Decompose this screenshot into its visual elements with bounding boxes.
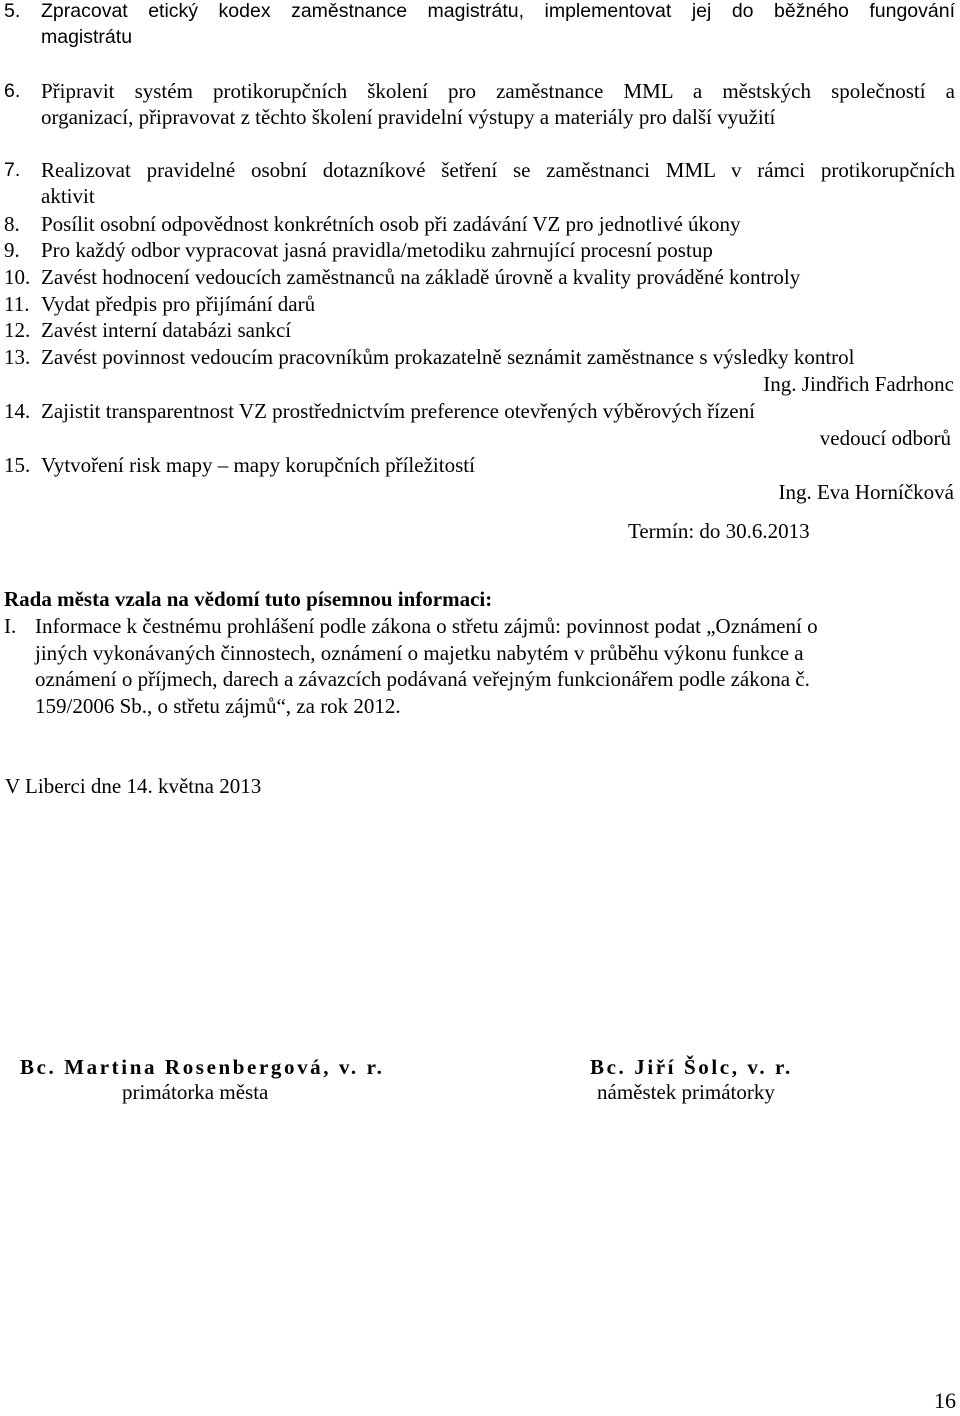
item-text: Vytvoření risk mapy – mapy korupčních příležitostí: [41, 453, 475, 477]
item-text: organizací, připravovat z těchto školení pravidelní výstupy a materiály pro další využití: [41, 105, 776, 129]
item-text: Realizovat pravidelné osobní dotazníkové šetření se zaměstnanci MML v rámci protikorupčních: [41, 158, 955, 182]
item-text: Zavést povinnost vedoucím pracovníkům prokazatelně seznámit zaměstnance s výsledky kontrol: [41, 345, 855, 369]
item-number: 8.: [4, 212, 20, 236]
item-text: Posílit osobní odpovědnost konkrétních osob při zadávání VZ pro jednotlivé úkony: [41, 212, 741, 236]
item-text: aktivit: [41, 184, 95, 208]
resolution-text-line: jiných vykonávaných činnostech, oznámení o majetku nabytém v průběhu výkonu funkce a: [35, 641, 804, 665]
page-number: 16: [934, 1388, 956, 1413]
item-number: 7.: [4, 159, 21, 181]
item-number: 5.: [4, 0, 21, 22]
item-text: magistrátu: [41, 26, 133, 48]
item-number: 13.: [4, 345, 31, 369]
item-text: Připravit systém protikorupčních školení pro zaměstnance MML a městských společností a: [41, 79, 955, 103]
signature-role: primátorka města: [122, 1080, 269, 1104]
responsible-person: Ing. Eva Horníčková: [778, 480, 954, 504]
place-date: V Liberci dne 14. května 2013: [5, 774, 262, 798]
resolution-text-line: 159/2006 Sb., o střetu zájmů“, za rok 2012.: [35, 694, 401, 718]
deadline: Termín: do 30.6.2013: [628, 519, 810, 543]
resolution-text-line: Informace k čestnému prohlášení podle zákona o střetu zájmů: povinnost podat „Oznámení o: [35, 614, 818, 638]
item-text: Zpracovat etický kodex zaměstnance magistrátu, implementovat jej do běžného fungování: [41, 0, 955, 22]
item-number: 6.: [4, 80, 21, 102]
item-number: 15.: [4, 453, 31, 477]
resolution-number: I.: [4, 614, 17, 638]
responsible-person: Ing. Jindřich Fadrhonc: [763, 372, 954, 396]
signature-name: Bc. Jiří Šolc, v. r.: [590, 1055, 793, 1079]
item-number: 14.: [4, 399, 31, 423]
item-text: Vydat předpis pro přijímání darů: [41, 292, 316, 316]
item-text: Zavést interní databázi sankcí: [41, 318, 292, 342]
item-number: 11.: [4, 292, 30, 316]
signature-role: náměstek primátorky: [597, 1080, 775, 1104]
item-text: Pro každý odbor vypracovat jasná pravidla/metodiku zahrnující procesní postup: [41, 238, 713, 262]
item-number: 12.: [4, 318, 31, 342]
responsible-person: vedoucí odborů: [819, 426, 951, 450]
signature-name: Bc. Martina Rosenbergová, v. r.: [20, 1055, 385, 1079]
resolution-heading: Rada města vzala na vědomí tuto písemnou informaci:: [4, 587, 493, 611]
item-number: 10.: [4, 265, 31, 289]
item-number: 9.: [4, 238, 20, 262]
item-text: Zajistit transparentnost VZ prostřednictvím preference otevřených výběrových řízení: [41, 399, 755, 423]
item-text: Zavést hodnocení vedoucích zaměstnanců na základě úrovně a kvality prováděné kontroly: [41, 265, 801, 289]
resolution-text-line: oznámení o příjmech, darech a závazcích podávaná veřejným funkcionářem podle zákona č.: [35, 667, 810, 691]
